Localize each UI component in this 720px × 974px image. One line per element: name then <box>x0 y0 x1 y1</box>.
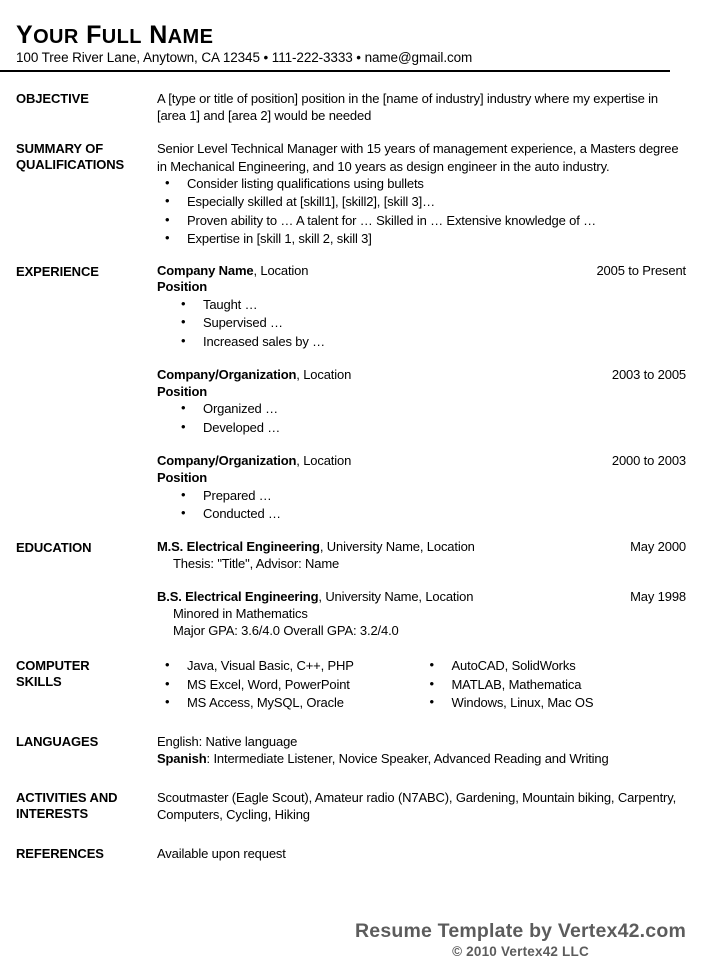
section-body-experience <box>157 263 686 524</box>
language-name: English <box>157 733 199 749</box>
entry-title <box>157 539 475 556</box>
skills-list-1 <box>157 657 422 712</box>
section-activities <box>16 789 686 823</box>
entry-position: Position <box>157 383 208 399</box>
list-item: • AutoCAD, SolidWorks <box>422 657 687 675</box>
section-body-objective <box>157 90 686 124</box>
list-item: • Increased sales by … <box>157 333 686 351</box>
skills-column-2 <box>422 657 687 712</box>
entry-date: May 2000 <box>630 539 686 555</box>
entry-header <box>157 367 686 384</box>
section-body-languages <box>157 733 686 767</box>
degree-name: B.S. Electrical Engineering <box>157 589 319 604</box>
activities-label-line2: INTERESTS <box>16 805 89 821</box>
skills-label-line1: COMPUTER <box>16 658 90 674</box>
entry-title <box>157 589 473 606</box>
entry-date: May 1998 <box>630 589 686 604</box>
resume-page <box>0 22 720 974</box>
skills-columns <box>157 657 686 712</box>
section-body-summary <box>157 140 686 248</box>
section-summary <box>16 140 686 248</box>
list-item: • Supervised … <box>157 314 686 332</box>
entry-title <box>157 453 351 470</box>
objective-text: A [type or title of position] position in the [name of industry] industry where my expertise in [area 1] and [area 2] would be needed <box>157 91 658 124</box>
entry-position: Position <box>157 279 208 295</box>
experience-entry <box>157 453 686 523</box>
section-label-summary <box>16 140 157 173</box>
entry-date: 2000 to 2003 <box>611 453 686 469</box>
list-item: • Expertise in [skill 1, skill 2, skill 3] <box>157 230 686 248</box>
company-name: Company Name <box>157 262 254 278</box>
degree-note: Minored in Mathematics <box>173 605 308 621</box>
references-text: Available upon request <box>157 846 286 862</box>
entry-date: 2003 to 2005 <box>611 367 686 383</box>
education-entry <box>157 589 686 639</box>
section-label-education: EDUCATION <box>16 540 92 556</box>
entry-position: Position <box>157 469 208 485</box>
section-label-references: REFERENCES <box>16 846 104 862</box>
list-item: • Prepared … <box>157 487 686 505</box>
footer-copyright: © 2010 Vertex42 LLC <box>452 944 589 960</box>
list-item: • Conducted … <box>157 505 686 523</box>
skills-label-line2: SKILLS <box>16 674 62 690</box>
section-body-computer-skills <box>157 657 686 712</box>
section-computer-skills <box>16 657 686 712</box>
list-item: • Taught … <box>157 296 686 314</box>
section-body-references <box>157 845 686 862</box>
degree-note: Major GPA: 3.6/4.0 Overall GPA: 3.2/4.0 <box>173 622 399 638</box>
language-detail: : Intermediate Listener, Novice Speaker, Advanced Reading and Writing <box>206 750 609 766</box>
resume-header <box>16 22 686 67</box>
section-body-education <box>157 539 686 639</box>
activities-label-line1: ACTIVITIES AND <box>16 790 118 806</box>
experience-bullet-list <box>157 296 686 351</box>
language-name: Spanish <box>157 750 207 766</box>
experience-bullet-list <box>157 487 686 524</box>
contact-line: 100 Tree River Lane, Anytown, CA 12345 • 111-222-3333 • name@gmail.com <box>16 50 473 66</box>
entry-header <box>157 589 686 606</box>
degree-school: , University Name, Location <box>318 589 474 604</box>
degree-name: M.S. Electrical Engineering <box>157 539 320 555</box>
entry-title <box>157 367 351 384</box>
degree-school: , University Name, Location <box>319 539 475 555</box>
section-experience <box>16 263 686 524</box>
company-name: Company/Organization <box>157 453 297 469</box>
summary-label-line2: QUALIFICATIONS <box>16 157 125 173</box>
experience-entry <box>157 367 686 437</box>
activities-text: Scoutmaster (Eagle Scout), Amateur radio (N7ABC), Gardening, Mountain biking, Carpentry, Computers, Cycling, Hiking <box>157 790 677 823</box>
language-line <box>157 750 686 767</box>
page-title: YOUR FULL NAME <box>16 21 214 49</box>
experience-entry <box>157 263 686 352</box>
company-location: , Location <box>253 262 309 278</box>
section-education <box>16 539 686 639</box>
section-body-activities <box>157 789 686 823</box>
company-location: , Location <box>296 453 352 469</box>
summary-label-line1: SUMMARY OF <box>16 141 104 157</box>
list-item: • Proven ability to … A talent for … Skilled in … Extensive knowledge of … <box>157 212 686 230</box>
list-item: • MS Excel, Word, PowerPoint <box>157 676 422 694</box>
section-label-activities <box>16 789 157 822</box>
list-item: • MATLAB, Mathematica <box>422 676 687 694</box>
section-label-objective: OBJECTIVE <box>16 91 89 107</box>
entry-header <box>157 453 686 470</box>
list-item: • Developed … <box>157 419 686 437</box>
list-item: • Organized … <box>157 400 686 418</box>
list-item: • MS Access, MySQL, Oracle <box>157 694 422 712</box>
section-label-experience: EXPERIENCE <box>16 263 99 279</box>
language-line <box>157 733 686 750</box>
section-label-languages: LANGUAGES <box>16 733 99 749</box>
section-references <box>16 845 686 862</box>
footer-title: Resume Template by Vertex42.com <box>355 919 686 942</box>
list-item: • Java, Visual Basic, C++, PHP <box>157 657 422 675</box>
experience-bullet-list <box>157 400 686 437</box>
education-entry <box>157 539 686 573</box>
list-item: • Especially skilled at [skill1], [skill2], [skill 3]… <box>157 193 686 211</box>
footer-watermark <box>355 920 686 962</box>
entry-header <box>157 263 686 280</box>
entry-title <box>157 263 308 280</box>
entry-date: 2005 to Present <box>596 262 686 278</box>
section-objective <box>16 90 686 124</box>
section-languages <box>16 733 686 767</box>
summary-bullet-list <box>157 175 686 249</box>
list-item: • Windows, Linux, Mac OS <box>422 694 687 712</box>
summary-intro: Senior Level Technical Manager with 15 years of management experience, a Masters degree in Mechanical Engineering, and 10 years as design engineer in the auto industry. <box>157 141 679 174</box>
language-detail: : Native language <box>198 733 298 749</box>
company-location: , Location <box>296 367 352 383</box>
degree-note: Thesis: "Title", Advisor: Name <box>173 556 340 572</box>
entry-header <box>157 539 686 556</box>
skills-column-1 <box>157 657 422 712</box>
section-label-computer-skills <box>16 657 157 690</box>
skills-list-2 <box>422 657 687 712</box>
list-item: • Consider listing qualifications using bullets <box>157 175 686 193</box>
company-name: Company/Organization <box>157 367 297 383</box>
